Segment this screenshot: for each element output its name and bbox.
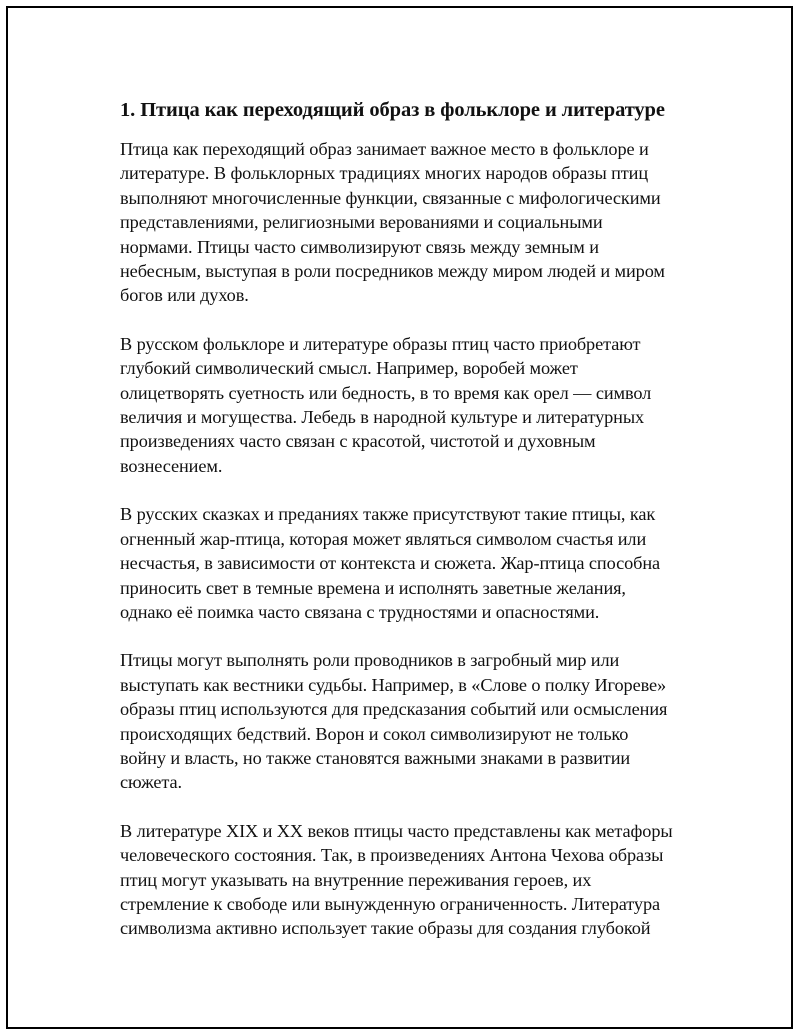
paragraph-line: Птицы могут выполнять роли проводников в загробный мир или [120, 650, 620, 671]
paragraph-line: выступать как вестники судьбы. Например, в «Слове о полку Игореве» [120, 674, 667, 695]
paragraph [120, 137, 700, 308]
paragraph-line: символизма активно использует такие образы для создания глубокой [120, 918, 651, 939]
paragraph-line: произведениях часто связан с красотой, чистотой и духовным [120, 431, 596, 452]
paragraph-line: человеческого состояния. Так, в произведениях Антона Чехова образы [120, 845, 664, 866]
paragraph-line: однако её поимка часто связана с трудностями и опасностями. [120, 601, 600, 622]
paragraph-line: сюжета. [120, 772, 183, 793]
paragraph-line: птиц могут указывать на внутренние переживания героев, их [120, 869, 592, 890]
paragraph-line: нормами. Птицы часто символизируют связь между земным и [120, 236, 599, 257]
paragraph-line: В русском фольклоре и литературе образы птиц часто приобретают [120, 333, 641, 354]
paragraph-line: глубокий символический смысл. Например, воробей может [120, 358, 578, 379]
paragraph-line: В литературе XIX и XX веков птицы часто представлены как метафоры [120, 820, 673, 841]
page-frame [6, 6, 793, 1029]
paragraph-line: войну и власть, но также становятся важными знаками в развитии [120, 747, 631, 768]
paragraph [120, 648, 700, 794]
paragraph [120, 502, 700, 624]
paragraph-line: небесным, выступая в роли посредников между миром людей и миром [120, 261, 665, 282]
paragraph-line: выполняют многочисленные функции, связанные с мифологическими [120, 187, 661, 208]
paragraph-line: представлениями, религиозными верованиями и социальными [120, 212, 603, 233]
paragraph-line: литературе. В фольклорных традициях многих народов образы птиц [120, 163, 649, 184]
paragraph-line: олицетворять суетность или бедность, в то время как орел — символ [120, 382, 652, 403]
paragraph-line: несчастья, в зависимости от контекста и сюжета. Жар-птица способна [120, 553, 661, 574]
paragraph [120, 332, 700, 478]
paragraph-line: богов или духов. [120, 285, 249, 306]
paragraphs-container [120, 137, 700, 941]
paragraph-line: происходящих бедствий. Ворон и сокол символизируют не только [120, 723, 629, 744]
paragraph-line: величия и могущества. Лебедь в народной культуре и литературных [120, 407, 645, 428]
section-heading: 1. Птица как переходящий образ в фольклоре и литературе [120, 99, 665, 121]
paragraph-line: Птица как переходящий образ занимает важное место в фольклоре и [120, 139, 649, 159]
paragraph-line: приносить свет в темные времена и исполнять заветные желания, [120, 577, 626, 598]
paragraph-line: В русских сказках и преданиях также присутствуют такие птицы, как [120, 504, 656, 525]
paragraph-line: огненный жар-птица, которая может являться символом счастья или [120, 528, 647, 549]
paragraph [120, 819, 700, 941]
paragraph-line: вознесением. [120, 455, 223, 476]
document-body [120, 96, 700, 965]
paragraph-line: стремление к свободе или вынужденную ограниченность. Литература [120, 893, 661, 914]
paragraph-line: образы птиц используются для предсказания событий или осмысления [120, 699, 668, 720]
